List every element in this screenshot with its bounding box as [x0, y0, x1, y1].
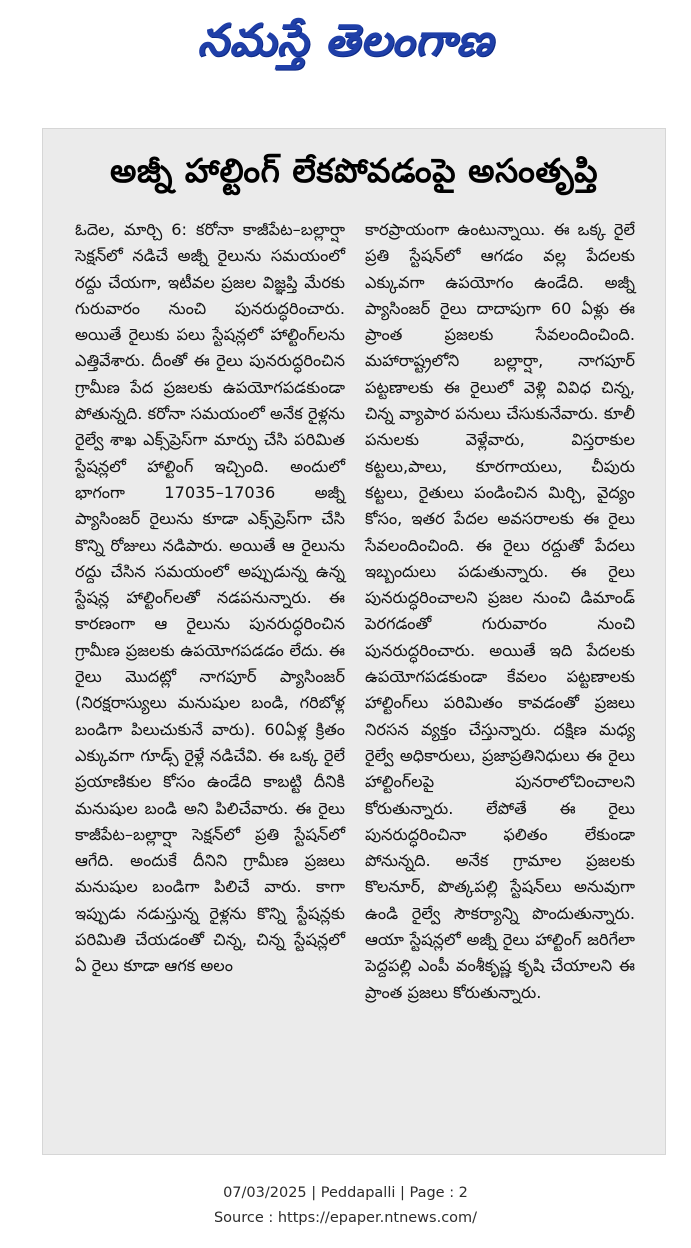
footer-source: Source : https://epaper.ntnews.com/ — [213, 1210, 478, 1226]
article-headline: అజ్నీ హాల్టింగ్‌ లేకపోవడంపై అసంతృప్తి — [109, 151, 599, 190]
article-column-left — [75, 217, 345, 980]
article-clipping — [42, 128, 666, 1155]
article-body-right: కారప్రాయంగా ఉంటున్నాయి. ఈ ఒక్క రైలే ప్రతి స్టేషన్‌లో ఆగడం వల్ల పేదలకు ఎక్కువగా ఉపయోగం ఉండేది. అజ్నీ ప్యాసింజర్‌ రైలు దాదాపుగా 60 ఏళ్లు ఈ ప్రాంత ప్రజలకు సేవలందించింది. మహారాష్ట్రలోని బల్లార్షా, నాగపూర్‌ పట్టణాలకు ఈ రైలులో వెళ్లి వివిధ చిన్న, చిన్న వ్యాపార పనులు చేసుకునేవారు. కూలీ పనులకు వెళ్లేవారు, విస్తరాకుల కట్టలు,పాలు, కూరగాయలు, చీపురు కట్టలు, రైతులు పండించిన మిర్చి, వైద్యం కోసం, ఇతర పేదల అవసరాలకు ఈ రైలు సేవలందించింది. ఈ రైలు రద్దుతో పేదలు ఇబ్బందులు పడుతున్నారు. ఈ రైలు పునరుద్ధరించాలని ప్రజల నుంచి డిమాండ్‌ పెరగడంతో గురువారం నుంచి పునరుద్ధరించారు. అయితే ఇది పేదలకు ఉపయోగపడకుండా కేవలం పట్టణాలకు హాల్టింగ్‌లు పరిమితం కావడంతో ప్రజలు నిరసన వ్యక్తం చేస్తున్నారు. దక్షిణ మధ్య రైల్వే అధికారులు, ప్రజాప్రతినిధులు ఈ రైలు హాల్టింగ్‌లపై పునరాలోచించాలని కోరుతున్నారు. లేపోతే ఈ రైలు పునరుద్ధరించినా ఫలితం లేకుండా పోనున్నది. అనేక గ్రామాల ప్రజలకు కొలనూర్‌, పొత్కపల్లి స్టేషన్‌లు అనువుగా ఉండి రైల్వే సౌకర్యాన్ని పొందుతున్నారు. ఆయా స్టేషన్లలో అజ్నీ రైలు హాల్టింగ్‌ జరిగేలా పెద్దపల్లి ఎంపీ వంశీకృష్ణ కృషి చేయాలని ఈ ప్రాంత ప్రజలు కోరుతున్నారు. — [365, 220, 635, 1002]
article-column-right — [365, 217, 635, 1006]
article-body-left: ఓదెల, మార్చి 6: కరోనా కాజీపేట–బల్లార్షా సెక్షన్‌లో నడిచే అజ్నీ రైలును సమయంలో రద్దు చేయగా, ఇటీవల ప్రజల విజ్ఞప్తి మేరకు గురువారం నుంచి పునరుద్ధరించారు. అయితే రైలుకు పలు స్టేషన్లలో హాల్టింగ్‌లను ఎత్తివేశారు. దీంతో ఈ రైలు పునరుద్ధరించిన గ్రామీణ పేద ప్రజలకు ఉపయోగపడకుండా పోతున్నది. కరోనా సమయంలో అనేక రైళ్లను రైల్వే శాఖ ఎక్స్‌ప్రెస్‌గా మార్పు చేసి పరిమిత స్టేషన్లలో హాల్టింగ్‌ ఇచ్చింది. అందులో భాగంగా 17035–17036 అజ్నీ ప్యాసింజర్‌ రైలును కూడా ఎక్స్‌ప్రెస్‌గా చేసి కొన్ని రోజులు నడిపారు. అయితే ఆ రైలును రద్దు చేసిన సమయంలో అప్పుడున్న ఉన్న స్టేషన్ల హాల్టింగ్‌లతో నడపనున్నారు. ఈ కారణంగా ఆ రైలును పునరుద్ధరించిన గ్రామీణ ప్రజలకు ఉపయోగపడడం లేదు. ఈ రైలు మొదట్లో నాగపూర్‌ ప్యాసింజర్‌ (నిరక్షరాస్యులు మనుషుల బండి, గరిబోళ్ల బండిగా పిలుచుకునే వారు). 60ఏళ్ల క్రితం ఎక్కువగా గూడ్స్‌ రైళ్లే నడిచేవి. ఈ ఒక్క రైలే ప్రయాణికుల కోసం ఉండేది కాబట్టి దీనికి మనుషుల బండి అని పిలిచేవారు. ఈ రైలు కాజీపేట–బల్లార్షా సెక్షన్‌లో ప్రతి స్టేషన్‌లో ఆగేది. అందుకే దీనిని గ్రామీణ ప్రజలు మనుషుల బండిగా పిలిచే వారు. కాగా ఇప్పుడు నడుస్తున్న రైళ్లను కొన్ని స్టేషన్లకు పరిమితి చేయడంతో చిన్న, చిన్న స్టేషన్లలో ఏ రైలు కూడా ఆగక అలం — [75, 220, 345, 976]
masthead-title: నమస్తే తెలంగాణ — [197, 15, 494, 66]
footer-date-edition: 07/03/2025 | Peddapalli | Page : 2 — [223, 1185, 468, 1201]
newspaper-masthead — [0, 6, 691, 76]
